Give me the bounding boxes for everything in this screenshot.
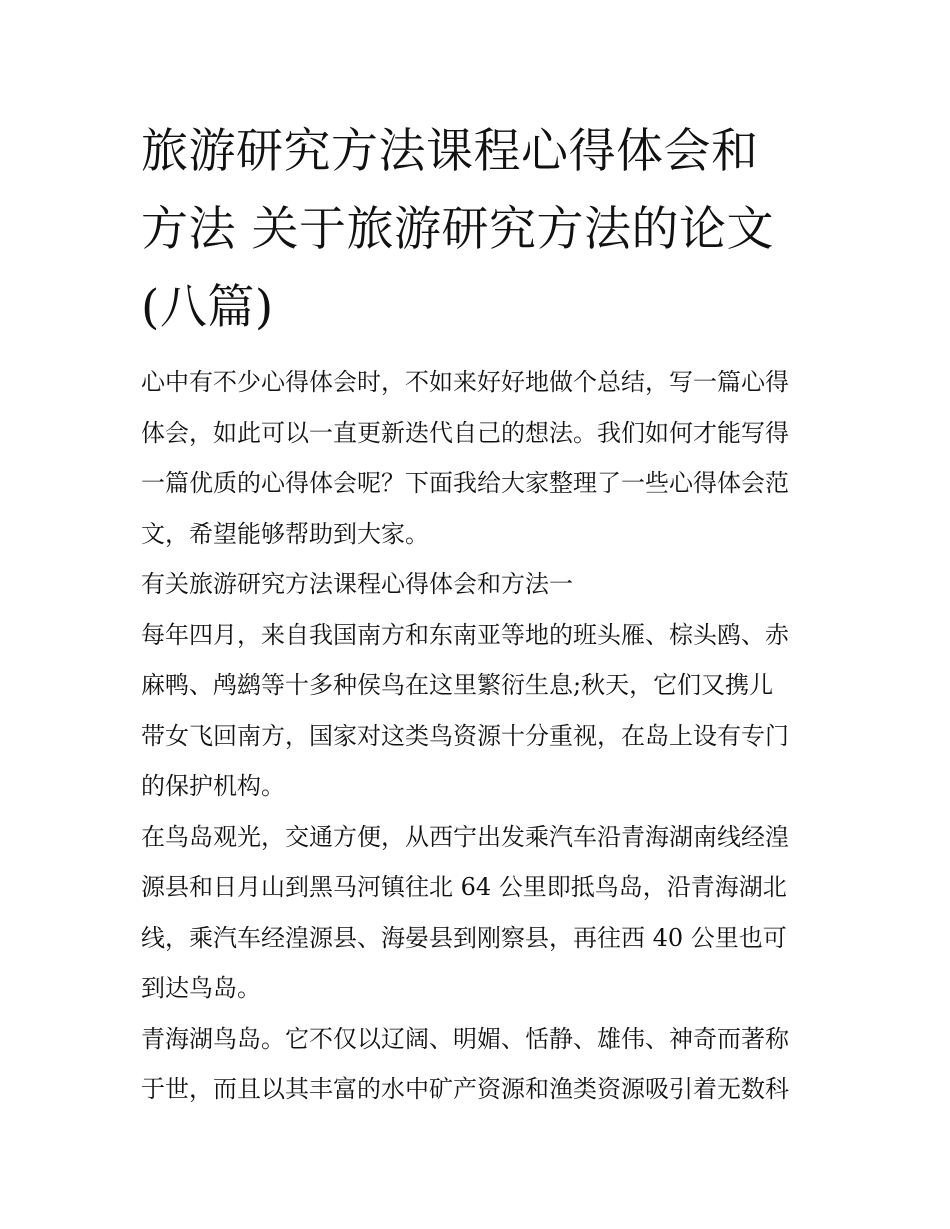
section-heading [141,559,816,610]
title-line: 旅游研究方法课程心得体会和 [141,124,759,179]
text-line: 线，乘汽车经湟源县、海晏县到刚察县，再往西 40 公里也可 [141,923,787,952]
text-line: 青海湖鸟岛。它不仅以辽阔、明媚、恬静、雄伟、神奇而著称 [141,1024,789,1053]
text-line: 心中有不少心得体会时，不如来好好地做个总结，写一篇心得 [141,368,789,396]
text-line: 文，希望能够帮助到大家。 [141,519,429,548]
intro-paragraph [141,357,816,559]
text-line: 每年四月，来自我国南方和东南亚等地的班头雁、棕头鸥、赤 [141,620,789,649]
title-line: (八篇) [141,280,274,335]
text-line: 麻鸭、鸬鹚等十多种侯鸟在这里繁衍生息;秋天，它们又携儿 [141,671,774,699]
title-line: 方法 关于旅游研究方法的论文 [141,202,774,257]
document-body [141,113,816,1115]
text-line: 有关旅游研究方法课程心得体会和方法一 [141,570,573,598]
page-title [141,113,816,347]
text-line: 一篇优质的心得体会呢？下面我给大家整理了一些心得体会范 [141,469,789,497]
text-line: 于世，而且以其丰富的水中矿产资源和渔类资源吸引着无数科 [141,1075,789,1103]
text-line: 到达鸟岛。 [141,974,261,1002]
text-line: 体会，如此可以一直更新迭代自己的想法。我们如何才能写得 [141,418,789,447]
paragraph-list [141,357,816,1115]
body-paragraph [141,1014,816,1115]
text-line: 的保护机构。 [141,772,285,800]
text-line: 在鸟岛观光，交通方便，从西宁出发乘汽车沿青海湖南线经湟 [141,822,789,851]
text-line: 带女飞回南方，国家对这类鸟资源十分重视，在岛上设有专门 [141,721,789,750]
text-line: 源县和日月山到黑马河镇往北 64 公里即抵鸟岛，沿青海湖北 [141,873,787,901]
body-paragraph [141,610,816,812]
body-paragraph [141,812,816,1014]
